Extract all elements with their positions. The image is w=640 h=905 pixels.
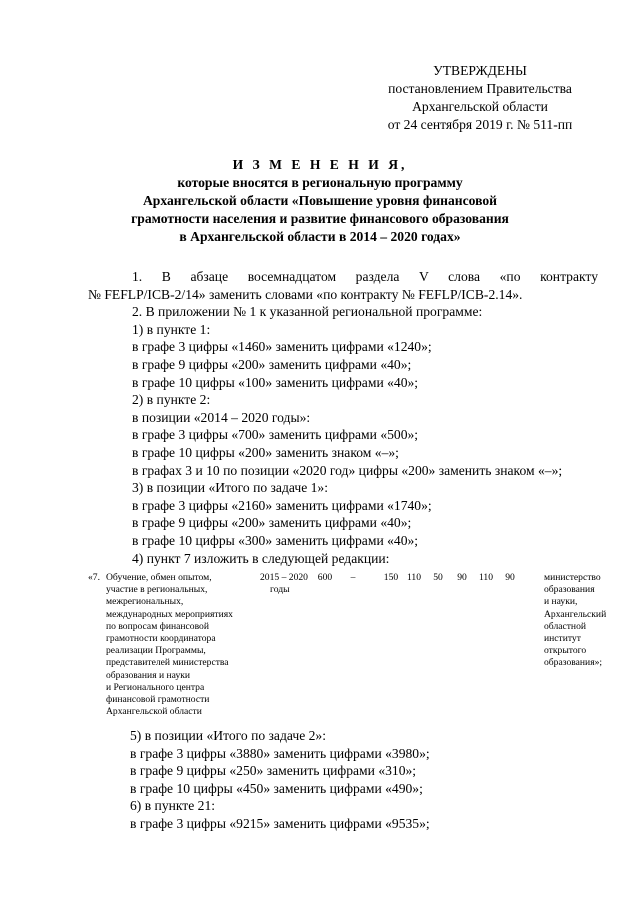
activity-line: межрегиональных, bbox=[106, 596, 184, 608]
body-line: в графе 3 цифры «3880» заменить цифрами «3980»; bbox=[130, 745, 430, 761]
body-text bbox=[88, 268, 598, 567]
document-heading bbox=[90, 156, 550, 246]
years-line: годы bbox=[270, 584, 290, 596]
table-value: 50 bbox=[433, 572, 443, 583]
responsible-line: и науки, bbox=[544, 596, 578, 608]
heading-title: И З М Е Н Е Н И Я, bbox=[232, 157, 408, 172]
body-line: в графе 9 цифры «200» заменить цифрами «40»; bbox=[132, 356, 412, 372]
responsible-line: образования»; bbox=[544, 657, 603, 669]
activity-line: реализации Программы, bbox=[106, 645, 206, 657]
table-years bbox=[260, 572, 310, 596]
paragraph-1-line-2: № FEFLP/ICB-2/14» заменить словами «по контракту № FEFLP/ICB-2.14». bbox=[88, 286, 523, 302]
table-responsible bbox=[544, 572, 628, 670]
table-value: 600 bbox=[317, 572, 333, 583]
approved-line: постановлением Правительства bbox=[388, 81, 572, 96]
body-line: в графе 3 цифры «9215» заменить цифрами «9535»; bbox=[130, 815, 430, 831]
body-line: 5) в позиции «Итого по задаче 2»: bbox=[130, 728, 327, 743]
body-line: в графе 10 цифры «450» заменить цифрами «490»; bbox=[130, 780, 423, 796]
table-value: 90 bbox=[457, 572, 467, 583]
responsible-line: институт bbox=[544, 633, 581, 645]
activity-line: образования и науки bbox=[106, 669, 191, 681]
activity-line: по вопросам финансовой bbox=[106, 620, 209, 632]
body-line: 4) пункт 7 изложить в следующей редакции: bbox=[132, 550, 390, 566]
responsible-line: областной bbox=[544, 620, 587, 632]
body-line: 3) в позиции «Итого по задаче 1»: bbox=[132, 480, 329, 496]
body-line: в графах 3 и 10 по позиции «2020 год» цифры «200» заменить знаком «–»; bbox=[132, 462, 563, 478]
approval-stamp bbox=[360, 62, 600, 134]
body-line: 1) в пункте 1: bbox=[132, 321, 211, 337]
heading-line: которые вносятся в региональную программу bbox=[177, 175, 463, 190]
heading-line: Архангельской области «Повышение уровня финансовой bbox=[142, 193, 497, 208]
body-line: 6) в пункте 21: bbox=[130, 798, 216, 814]
body-line: 2) в пункте 2: bbox=[132, 392, 211, 408]
activity-line: грамотности координатора bbox=[106, 633, 216, 645]
body-line: в позиции «2014 – 2020 годы»: bbox=[132, 409, 311, 425]
body-line: в графе 3 цифры «1460» заменить цифрами «1240»; bbox=[132, 339, 432, 355]
responsible-line: открытого bbox=[544, 645, 587, 657]
activity-line: международных мероприятиях bbox=[106, 608, 233, 620]
body-line: в графе 10 цифры «100» заменить цифрами «40»; bbox=[132, 374, 419, 390]
paragraph-2: 2. В приложении № 1 к указанной региональной программе: bbox=[132, 304, 483, 320]
body-line: в графе 10 цифры «300» заменить цифрами «40»; bbox=[132, 532, 419, 548]
approved-line: от 24 сентября 2019 г. № 511-пп bbox=[387, 117, 573, 132]
activity-line: представителей министерства bbox=[106, 657, 229, 669]
responsible-line: министерство bbox=[544, 572, 601, 583]
table-value: 90 bbox=[505, 572, 515, 583]
approved-line: УТВЕРЖДЕНЫ bbox=[433, 63, 527, 78]
body-text-continued bbox=[130, 727, 600, 833]
body-line: в графе 9 цифры «250» заменить цифрами «310»; bbox=[130, 763, 417, 779]
body-line: в графе 9 цифры «200» заменить цифрами «40»; bbox=[132, 515, 412, 531]
table-row-number: «7. bbox=[88, 572, 100, 583]
activity-line: финансовой грамотности bbox=[106, 694, 210, 706]
activity-line: участие в региональных, bbox=[106, 584, 208, 596]
body-line: в графе 3 цифры «2160» заменить цифрами «1740»; bbox=[132, 497, 432, 513]
table-value: 150 bbox=[383, 572, 399, 583]
body-line: в графе 10 цифры «200» заменить знаком «–»; bbox=[132, 444, 399, 460]
heading-line: в Архангельской области в 2014 – 2020 годах» bbox=[179, 229, 461, 244]
activity-line: и Регионального центра bbox=[106, 681, 205, 693]
body-line: в графе 3 цифры «700» заменить цифрами «500»; bbox=[132, 427, 419, 443]
paragraph-1-line-1: 1. В абзаце восемнадцатом раздела V слова «по контракту bbox=[132, 269, 598, 284]
years-line: 2015 – 2020 bbox=[260, 572, 308, 583]
approved-line: Архангельской области bbox=[412, 99, 548, 114]
table-value: – bbox=[350, 572, 356, 583]
activity-line: Обучение, обмен опытом, bbox=[106, 572, 212, 583]
table-value: 110 bbox=[478, 572, 494, 583]
program-table-row bbox=[88, 572, 628, 722]
heading-line: грамотности населения и развитие финансового образования bbox=[131, 211, 509, 226]
responsible-line: Архангельский bbox=[544, 608, 607, 620]
table-activity-name bbox=[106, 572, 256, 718]
responsible-line: образования bbox=[544, 584, 595, 596]
table-value: 110 bbox=[406, 572, 422, 583]
activity-line: Архангельской области bbox=[106, 706, 202, 718]
